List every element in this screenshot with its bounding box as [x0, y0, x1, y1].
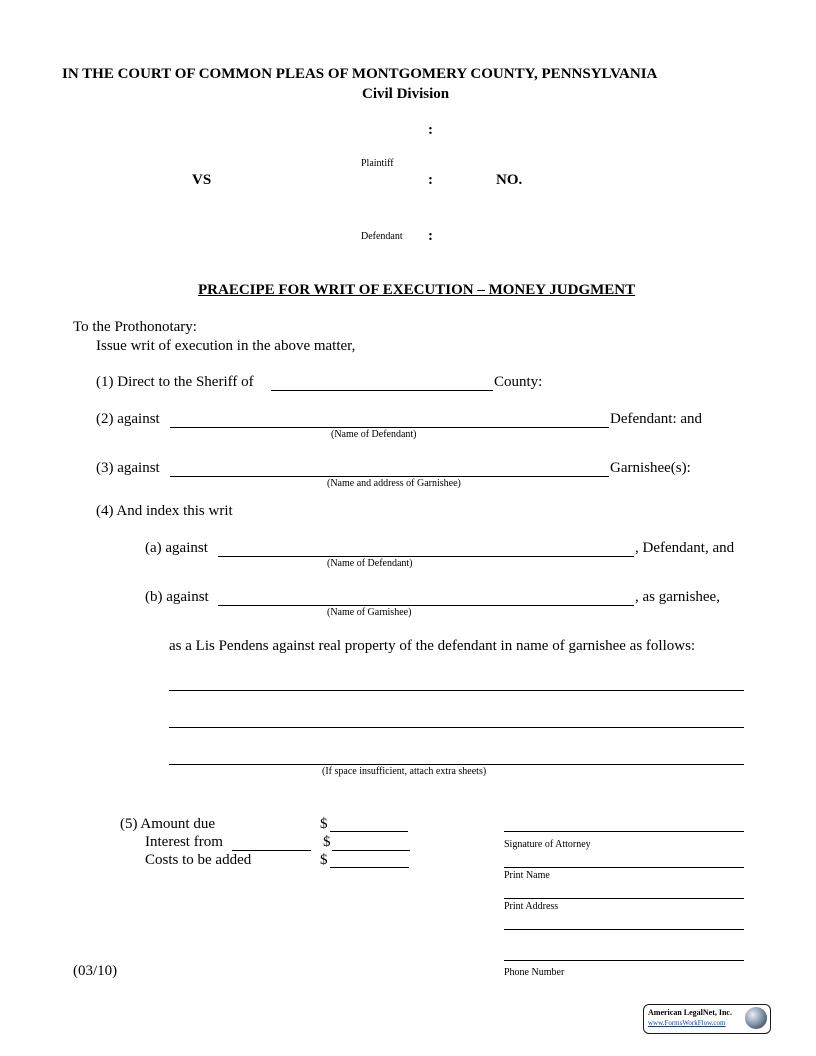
amount-due-dollar: $: [320, 816, 328, 832]
caption-colon-1: :: [428, 122, 433, 138]
globe-icon: [745, 1007, 767, 1029]
item2-caption: (Name of Defendant): [331, 429, 417, 440]
interest-dollar: $: [323, 834, 331, 850]
defendant-label: Defendant: [361, 231, 403, 242]
item4b-suffix: , as garnishee,: [635, 589, 720, 605]
item3-caption: (Name and address of Garnishee): [327, 478, 461, 489]
form-revision-date: (03/10): [73, 963, 118, 979]
item1-label: (1) Direct to the Sheriff of: [96, 374, 254, 390]
document-title: PRAECIPE FOR WRIT OF EXECUTION – MONEY JUDGMENT: [198, 282, 636, 298]
logo-company: American LegalNet, Inc.: [648, 1008, 732, 1017]
american-legalnet-logo[interactable]: [643, 1004, 771, 1034]
item4a-suffix: , Defendant, and: [635, 540, 735, 556]
salutation: To the Prothonotary:: [73, 319, 197, 335]
property-description-line-3[interactable]: [169, 764, 744, 765]
division-heading: Civil Division: [362, 86, 450, 102]
interest-amount-field[interactable]: [332, 850, 410, 851]
print-address-label: Print Address: [504, 901, 559, 912]
print-address-field-2[interactable]: [504, 929, 744, 930]
intro-text: Issue writ of execution in the above matter,: [96, 338, 356, 354]
caption-colon-2: :: [428, 172, 433, 188]
print-address-field-1[interactable]: [504, 898, 744, 899]
case-number-label: NO.: [496, 172, 523, 188]
phone-number-field[interactable]: [504, 960, 744, 961]
caption-colon-3: :: [428, 228, 433, 244]
index-defendant-field[interactable]: [218, 556, 634, 557]
amount-due-field[interactable]: [330, 831, 408, 832]
extra-sheets-caption: (If space insufficient, attach extra sheets): [322, 766, 487, 777]
phone-number-label: Phone Number: [504, 967, 565, 978]
vs-label: VS: [192, 172, 212, 188]
attorney-signature-field[interactable]: [504, 831, 744, 832]
item4b-caption: (Name of Garnishee): [327, 607, 412, 618]
item2-suffix: Defendant: and: [610, 411, 703, 427]
interest-from-label: Interest from: [145, 834, 223, 850]
print-name-label: Print Name: [504, 870, 550, 881]
garnishee-name-address-field[interactable]: [170, 476, 609, 477]
index-garnishee-field[interactable]: [218, 605, 634, 606]
item3-label: (3) against: [96, 460, 160, 476]
plaintiff-label: Plaintiff: [361, 158, 394, 169]
property-description-line-1[interactable]: [169, 690, 744, 691]
lis-pendens-text: as a Lis Pendens against real property of the defendant in name of garnishee as follows:: [169, 638, 696, 654]
item2-label: (2) against: [96, 411, 160, 427]
costs-label: Costs to be added: [145, 852, 252, 868]
item3-suffix: Garnishee(s):: [610, 460, 691, 476]
item4a-label: (a) against: [145, 540, 208, 556]
amount-due-label: (5) Amount due: [120, 816, 215, 832]
item1-suffix: County:: [494, 374, 543, 390]
property-description-line-2[interactable]: [169, 727, 744, 728]
sheriff-county-field[interactable]: [271, 390, 493, 391]
item4a-caption: (Name of Defendant): [327, 558, 413, 569]
interest-date-field[interactable]: [232, 850, 311, 851]
court-heading: IN THE COURT OF COMMON PLEAS OF MONTGOMERY COUNTY, PENNSYLVANIA: [62, 66, 658, 82]
costs-dollar: $: [320, 852, 328, 868]
defendant-name-field[interactable]: [170, 427, 609, 428]
item4b-label: (b) against: [145, 589, 209, 605]
logo-url[interactable]: www.FormsWorkFlow.com: [648, 1019, 726, 1027]
costs-field[interactable]: [330, 867, 409, 868]
print-name-field[interactable]: [504, 867, 744, 868]
item4-label: (4) And index this writ: [96, 503, 233, 519]
signature-label: Signature of Attorney: [504, 839, 591, 850]
